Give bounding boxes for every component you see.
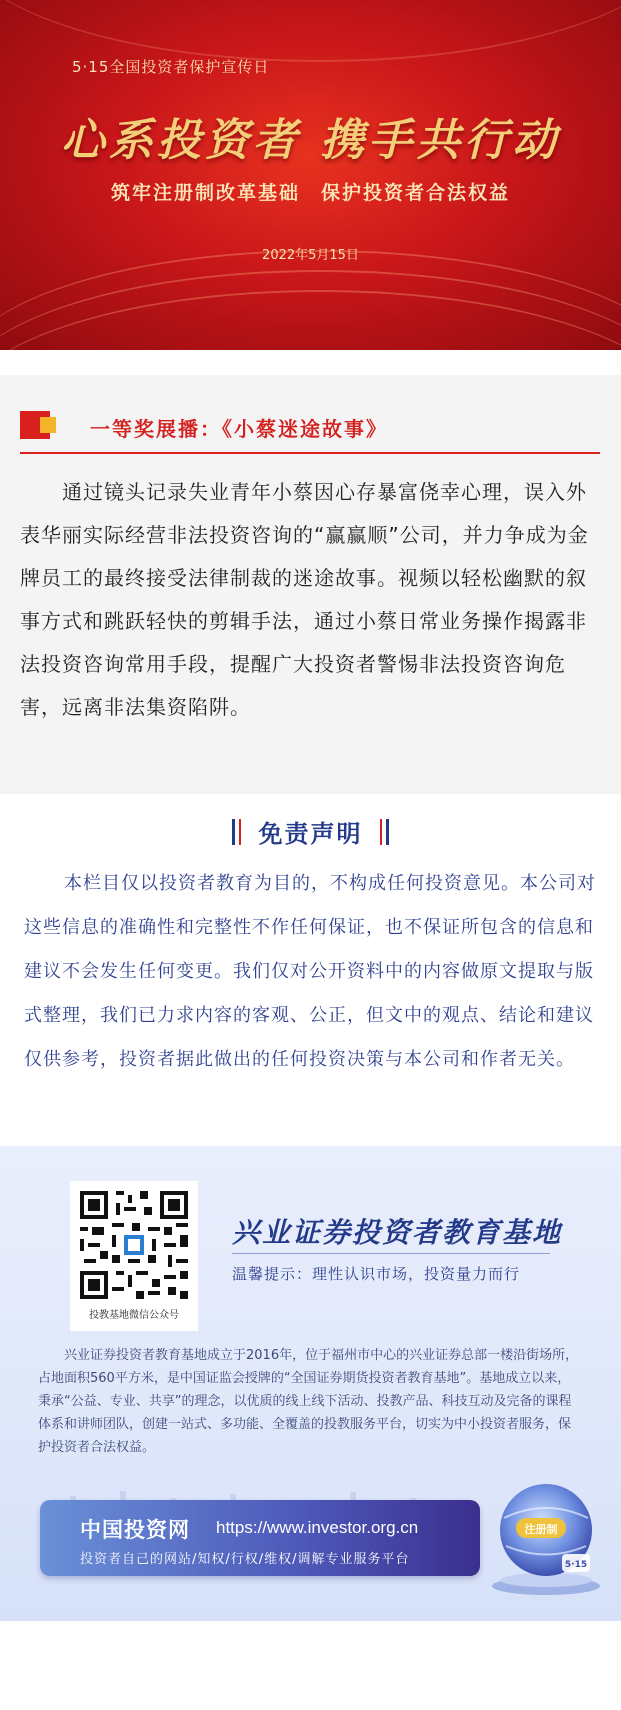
banner-subline: 筑牢注册制改革基础 保护投资者合法权益 bbox=[110, 182, 510, 204]
qr-code-icon[interactable] bbox=[80, 1191, 188, 1299]
education-base-divider bbox=[232, 1253, 550, 1254]
banner-date: 2022年5月15日 bbox=[262, 248, 359, 263]
banner-top-note: 5·15全国投资者保护宣传日 bbox=[72, 58, 270, 76]
award-title-row bbox=[20, 405, 600, 445]
education-base-section bbox=[0, 1146, 621, 1621]
education-base-tip: 温馨提示：理性认识市场，投资量力而行 bbox=[232, 1265, 521, 1283]
qr-caption: 投教基地微信公众号 bbox=[89, 1310, 179, 1321]
education-base-title: 兴业证券投资者教育基地 bbox=[232, 1216, 563, 1249]
banner-headline: 心系投资者 携手共行动 bbox=[60, 115, 561, 166]
award-title: 一等奖展播：《小蔡迷途故事》 bbox=[90, 417, 388, 441]
hero-banner bbox=[0, 0, 621, 350]
banner-wave-decoration bbox=[0, 0, 621, 62]
investor-site-name: 中国投资网 bbox=[80, 1518, 190, 1542]
title-bar-icon bbox=[380, 819, 382, 845]
investor-site-tagline: 投资者自己的网站/知权/行权/维权/调解专业服务平台 bbox=[80, 1552, 410, 1567]
disclaimer-title: 免责声明 bbox=[258, 820, 363, 848]
gold-square-icon bbox=[40, 417, 56, 433]
disclaimer-heading bbox=[0, 814, 621, 849]
emblem-badge: 5·15 bbox=[564, 1560, 588, 1570]
award-section bbox=[0, 375, 621, 794]
education-base-description: 兴业证券投资者教育基地成立于2016年，位于福州市中心的兴业证券总部一楼沿街场所，占地面积560平方米，是中国证监会授牌的“全国证券期货投资者教育基地”。基地成立以来，秉承“公益、专业、共享”的理念，以优质的线上线下活动、投教产品、科技互动及完备的课程体系和讲师团队，创建一站式、多功能、全覆盖的投教服务平台，切实为中小投资者服务，保护投资者合法权益。 bbox=[38, 1348, 579, 1455]
award-body: 通过镜头记录失业青年小蔡因心存暴富侥幸心理，误入外表华丽实际经营非法投资咨询的“赢赢顺”公司，并力争成为金牌员工的最终接受法律制裁的迷途故事。视频以轻松幽默的叙事方式和跳跃轻快的剪辑手法，通过小蔡日常业务操作揭露非法投资咨询常用手段，提醒广大投资者警惕非法投资咨询危害，远离非法集资陷阱。 bbox=[20, 480, 589, 719]
disclaimer-body: 本栏目仅以投资者教育为目的，不构成任何投资意见。本公司对这些信息的准确性和完整性不作任何保证，也不保证所包含的信息和建议不会发生任何变更。我们仅对公开资料中的内容做原文提取与版式整理，我们已力求内容的客观、公正，但文中的观点、结论和建议仅供参考，投资者据此做出的任何投资决策与本公司和作者无关。 bbox=[24, 873, 596, 1070]
disclaimer-section bbox=[0, 794, 621, 1146]
spacer bbox=[0, 1621, 621, 1710]
registration-system-globe-icon bbox=[486, 1468, 606, 1598]
emblem-label: 注册制 bbox=[524, 1523, 558, 1536]
investor-site-url[interactable]: https://www.investor.org.cn bbox=[216, 1518, 419, 1537]
title-bar-icon bbox=[386, 819, 389, 845]
title-bar-icon bbox=[232, 819, 235, 845]
investor-site-banner[interactable] bbox=[40, 1500, 480, 1576]
title-bar-icon bbox=[239, 819, 241, 845]
spacer bbox=[0, 350, 621, 375]
award-divider bbox=[20, 452, 600, 454]
qr-card[interactable] bbox=[70, 1181, 198, 1331]
